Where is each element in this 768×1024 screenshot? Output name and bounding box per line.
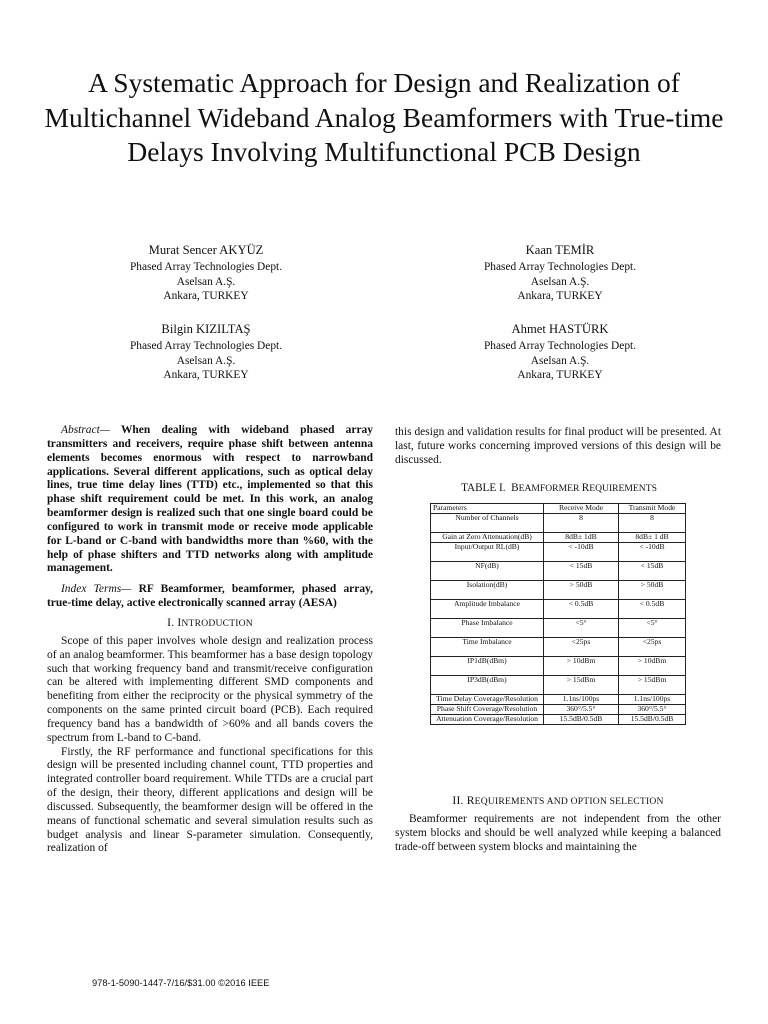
table-cell: Time Imbalance — [431, 638, 544, 657]
section-heading-introduction: I. INTRODUCTION — [167, 615, 253, 629]
author-name: Bilgin KIZILTAŞ — [161, 322, 251, 336]
table-row — [431, 715, 686, 725]
table-row — [431, 514, 686, 533]
author-city: Ankara, TURKEY — [163, 290, 249, 302]
abstract-text: When dealing with wideband phased array transmitters and receivers, require phase shift between antenna elements becomes enormous with respect to narrowband applications. Several different applications, such as optical delay lines, true time delay lines (TTD) etc., implemented so that this phase shift requirement could be met. In this work, an analog beamformer design is realized such that one single board could be configured to work in transmit mode or receive mode applicable for L-band or C-band with bandwidths more than %60, with the help of phase shifters and TTD networks along with amplitude management. — [47, 424, 373, 575]
table-header-cell: Transmit Mode — [619, 504, 686, 514]
table-cell: > 10dBm — [619, 657, 686, 676]
table-cell: < -10dB — [544, 543, 619, 562]
author-dept: Phased Array Technologies Dept. — [129, 261, 283, 273]
table-cell: > 50dB — [544, 581, 619, 600]
table-cell: Phase Shift Coverage/Resolution — [431, 705, 544, 715]
table-row — [431, 543, 686, 562]
table-caption: TABLE I. BEAMFORMER REQUIREMENTS — [461, 482, 657, 494]
table-cell: 360°/5.5° — [544, 705, 619, 715]
table-row — [431, 562, 686, 581]
author-city: Ankara, TURKEY — [517, 290, 603, 302]
table-header-cell: Parameters — [431, 504, 544, 514]
author-org: Aselsan A.Ş. — [530, 354, 590, 367]
author-name: Murat Sencer AKYÜZ — [148, 243, 264, 257]
table-cell: 8dB± 1 dB — [619, 533, 686, 543]
table-row — [431, 600, 686, 619]
table-cell: Input/Output RL(dB) — [431, 543, 544, 562]
table-row — [431, 638, 686, 657]
table-cell: 8 — [619, 514, 686, 533]
table-cell: <25ps — [544, 638, 619, 657]
table-cell: Amplitude Imbalance — [431, 600, 544, 619]
table-cell: 360°/5.5° — [619, 705, 686, 715]
table-header-row — [431, 504, 686, 514]
table-cell: 8dB± 1dB — [544, 533, 619, 543]
table-cell: <5° — [619, 619, 686, 638]
author-dept: Phased Array Technologies Dept. — [483, 340, 637, 352]
table-cell: > 15dBm — [619, 676, 686, 695]
table-cell: <25ps — [619, 638, 686, 657]
table-cell: Number of Channels — [431, 514, 544, 533]
author-block — [430, 243, 690, 304]
author-org: Aselsan A.Ş. — [530, 275, 590, 288]
table-cell: Time Delay Coverage/Resolution — [431, 695, 544, 705]
table-cell: Phase Imbalance — [431, 619, 544, 638]
author-block — [430, 322, 690, 383]
table-cell: 8 — [544, 514, 619, 533]
table-cell: Attenuation Coverage/Resolution — [431, 715, 544, 725]
table-cell: < 0.5dB — [619, 600, 686, 619]
table-cell: NF(dB) — [431, 562, 544, 581]
table-cell: > 15dBm — [544, 676, 619, 695]
index-terms — [47, 583, 373, 611]
intro-paragraph: Scope of this paper involves whole design and realization process of an analog beamformer. This beamformer has a base design topology such that working frequency band and transmit/receive configuration can be altered with implementing different SMD components and benefiting from either the reciprocity or the physical symmetry of the components on the same printed circuit board (PCB). Each required frequency band has a bandwidth of >60% and all bands covers the spectrum from L-band to C-band. — [47, 634, 373, 744]
table-row — [431, 676, 686, 695]
index-terms-text: RF Beamformer, beamformer, phased array, true-time delay, active electronically scanned array (AESA) — [47, 583, 374, 610]
table-row — [431, 533, 686, 543]
author-block — [76, 243, 336, 304]
continued-paragraph: this design and validation results for final product will be presented. At last, future works concerning improved versions of this design will be discussed. — [395, 426, 721, 466]
author-dept: Phased Array Technologies Dept. — [129, 340, 283, 352]
left-column — [47, 424, 373, 856]
table-cell: Isolation(dB) — [431, 581, 544, 600]
table-row — [431, 619, 686, 638]
author-block — [76, 322, 336, 383]
table-cell: < 15dB — [544, 562, 619, 581]
table-header-cell: Receive Mode — [544, 504, 619, 514]
author-dept: Phased Array Technologies Dept. — [483, 261, 637, 273]
author-org: Aselsan A.Ş. — [176, 275, 236, 288]
table-cell: > 50dB — [619, 581, 686, 600]
table-cell: IP1dB(dBm) — [431, 657, 544, 676]
section-heading-requirements: II. REQUIREMENTS AND OPTION SELECTION — [452, 794, 664, 807]
table-cell: 1.1ns/100ps — [619, 695, 686, 705]
index-terms-label: Index Terms— — [61, 583, 132, 596]
author-name: Ahmet HASTÜRK — [511, 322, 609, 336]
table-cell: 1.1ns/100ps — [544, 695, 619, 705]
table-cell: IP3dB(dBm) — [431, 676, 544, 695]
author-city: Ankara, TURKEY — [517, 369, 603, 381]
table-cell: 15.5dB/0.5dB — [619, 715, 686, 725]
author-org: Aselsan A.Ş. — [176, 354, 236, 367]
table-row — [431, 705, 686, 715]
table-row — [431, 695, 686, 705]
table-cell: < 15dB — [619, 562, 686, 581]
table-cell: <5° — [544, 619, 619, 638]
intro-paragraph: Firstly, the RF performance and functional specifications for this design will be presented including channel count, TTD properties and integrated controller board requirement. While TTDs are a crucial part of the design, their theory, different applications and design will be discussed. Subsequently, the beamformer design will be offered in the means of functional schematic and several simulation results such as budget analysis and linear S-parameter simulation. Consequently, realization of — [47, 745, 373, 855]
paper-title: A Systematic Approach for Design and Realization of Multichannel Wideband Analog Beamformers with True-time Delays Involving Multifunctional PCB Design — [44, 67, 724, 167]
table-cell: Gain at Zero Attenuation(dB) — [431, 533, 544, 543]
abstract-label: Abstract— — [61, 424, 110, 436]
author-city: Ankara, TURKEY — [163, 369, 249, 381]
requirements-paragraph: Beamformer requirements are not independent from the other system blocks and should be well analyzed while keeping a balanced trade-off between system blocks and maintaining the — [395, 812, 721, 853]
table-cell: < 0.5dB — [544, 600, 619, 619]
author-name: Kaan TEMİR — [525, 243, 595, 257]
table-row — [431, 657, 686, 676]
table-cell: < -10dB — [619, 543, 686, 562]
table-cell: 15.5dB/0.5dB — [544, 715, 619, 725]
right-column — [395, 426, 721, 468]
copyright-footer: 978-1-5090-1447-7/16/$31.00 ©2016 IEEE — [92, 978, 270, 988]
abstract — [47, 424, 373, 576]
table-cell: > 10dBm — [544, 657, 619, 676]
requirements-table — [430, 503, 686, 725]
right-column-lower — [395, 794, 721, 854]
table-row — [431, 581, 686, 600]
